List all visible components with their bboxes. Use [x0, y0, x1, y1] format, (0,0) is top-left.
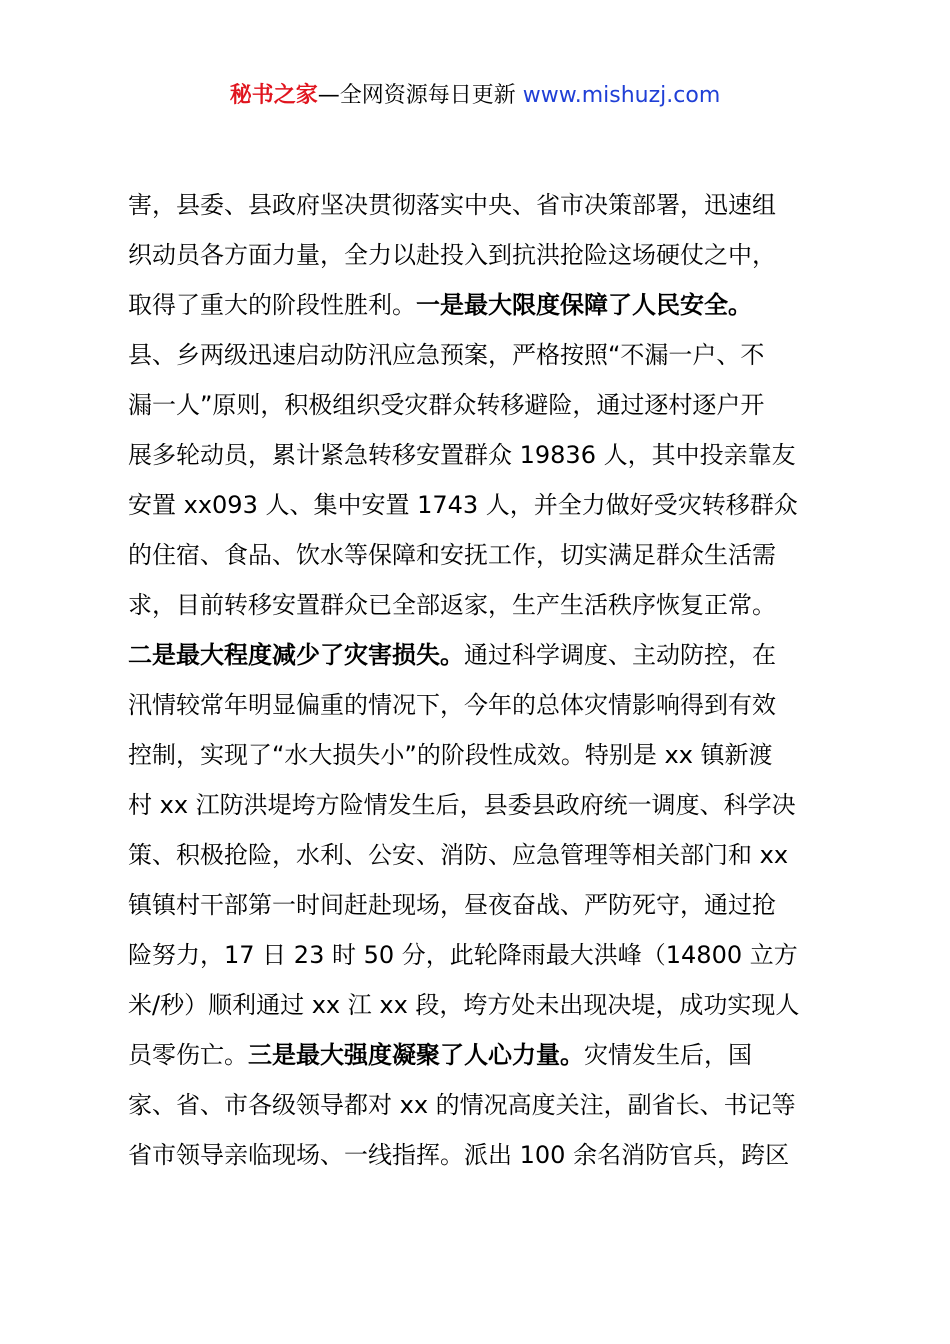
text-segment: 县、乡两级迅速启动防汛应急预案，严格按照“不漏一户、不	[128, 341, 765, 369]
site-tagline: —全网资源每日更新	[317, 83, 516, 108]
text-segment: 村 xx 江防洪堤垮方险情发生后，县委县政府统一调度、科学决	[128, 791, 796, 819]
site-url-link[interactable]: www.mishuzj.com	[515, 83, 721, 108]
text-segment: 策、积极抢险，水利、公安、消防、应急管理等相关部门和 xx	[128, 841, 789, 869]
bold-heading-segment: 一是最大限度保障了人民安全。	[416, 291, 752, 319]
text-segment: 害，县委、县政府坚决贯彻落实中央、省市决策部署，迅速组	[128, 191, 776, 219]
text-line	[128, 430, 838, 480]
text-line	[128, 1080, 838, 1130]
text-line	[128, 630, 838, 680]
text-line	[128, 330, 838, 380]
text-segment: 员零伤亡。	[128, 1041, 248, 1069]
document-body	[128, 180, 838, 1180]
text-segment: 织动员各方面力量，全力以赴投入到抗洪抢险这场硬仗之中，	[128, 241, 776, 269]
text-segment: 灾情发生后，国	[584, 1041, 752, 1069]
text-line	[128, 230, 838, 280]
text-segment: 家、省、市各级领导都对 xx 的情况高度关注，副省长、书记等	[128, 1091, 796, 1119]
text-line	[128, 930, 838, 980]
bold-heading-segment: 三是最大强度凝聚了人心力量。	[248, 1041, 584, 1069]
text-line	[128, 180, 838, 230]
text-line	[128, 1130, 838, 1180]
text-line	[128, 580, 838, 630]
text-segment: 求，目前转移安置群众已全部返家，生产生活秩序恢复正常。	[128, 591, 776, 619]
text-line	[128, 530, 838, 580]
brand-name: 秘书之家	[229, 83, 318, 108]
text-line	[128, 280, 838, 330]
text-line	[128, 880, 838, 930]
text-line	[128, 980, 838, 1030]
text-segment: 省市领导亲临现场、一线指挥。派出 100 余名消防官兵，跨区	[128, 1141, 790, 1169]
text-segment: 安置 xx093 人、集中安置 1743 人，并全力做好受灾转移群众	[128, 491, 798, 519]
text-segment: 险努力，17 日 23 时 50 分，此轮降雨最大洪峰（14800 立方	[128, 941, 798, 969]
text-line	[128, 780, 838, 830]
text-segment: 的住宿、食品、饮水等保障和安抚工作，切实满足群众生活需	[128, 541, 776, 569]
text-line	[128, 480, 838, 530]
text-segment: 取得了重大的阶段性胜利。	[128, 291, 416, 319]
text-line	[128, 830, 838, 880]
site-header	[0, 80, 950, 112]
text-segment: 米/秒）顺利通过 xx 江 xx 段，垮方处未出现决堤，成功实现人	[128, 991, 800, 1019]
text-segment: 漏一人”原则，积极组织受灾群众转移避险，通过逐村逐户开	[128, 391, 765, 419]
text-segment: 控制，实现了“水大损失小”的阶段性成效。特别是 xx 镇新渡	[128, 741, 773, 769]
text-segment: 通过科学调度、主动防控，在	[464, 641, 776, 669]
text-segment: 汛情较常年明显偏重的情况下，今年的总体灾情影响得到有效	[128, 691, 776, 719]
text-segment: 镇镇村干部第一时间赶赴现场，昼夜奋战、严防死守，通过抢	[128, 891, 776, 919]
text-line	[128, 380, 838, 430]
text-line	[128, 680, 838, 730]
bold-heading-segment: 二是最大程度减少了灾害损失。	[128, 641, 464, 669]
text-segment: 展多轮动员，累计紧急转移安置群众 19836 人，其中投亲靠友	[128, 441, 796, 469]
text-line	[128, 1030, 838, 1080]
text-line	[128, 730, 838, 780]
